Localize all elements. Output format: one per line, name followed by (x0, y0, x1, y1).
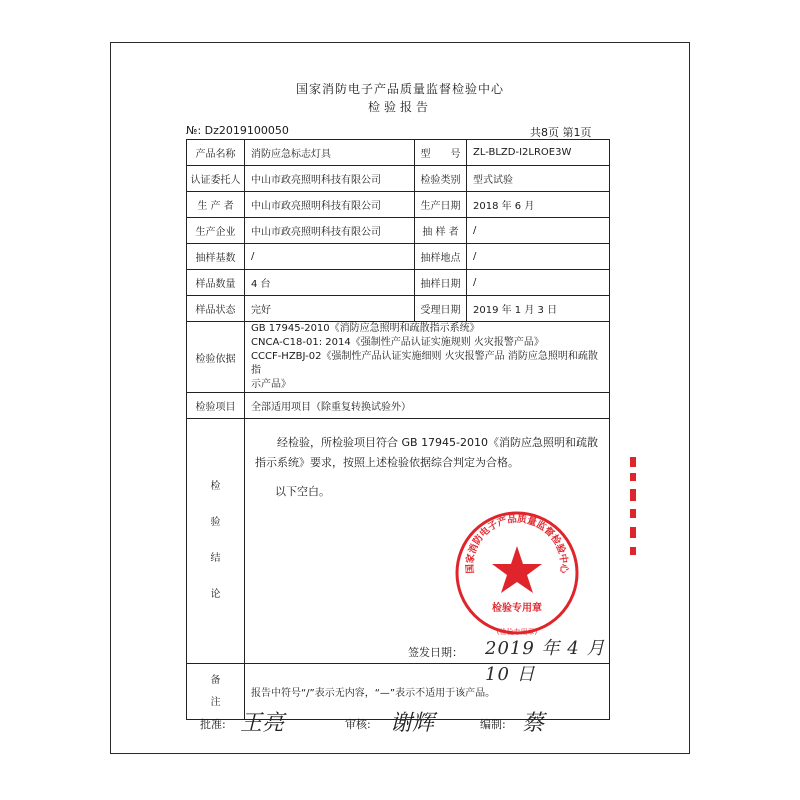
compiler-label: 编制: (480, 718, 506, 731)
basis-line: CCCF-HZBJ-02《强制性产品认证实施细则 火灾报警产品 消防应急照明和疏散指 (251, 351, 598, 376)
client-value: 中山市政亮照明科技有限公司 (245, 166, 415, 192)
product-name-value: 消防应急标志灯具 (245, 140, 415, 166)
sampling-base-value: / (245, 244, 415, 270)
table-row (187, 322, 610, 393)
sign-date-value: 2019 年 4 月 10 日 (485, 638, 606, 685)
sign-date-label: 签发日期： (408, 646, 463, 659)
remarks-label-char: 备 (210, 674, 221, 686)
sample-state-value: 完好 (245, 296, 415, 322)
factory-label: 生产企业 (187, 218, 245, 244)
star-icon (492, 546, 542, 593)
conclusion-label-char: 验 (210, 517, 221, 528)
factory-value: 中山市政亮照明科技有限公司 (245, 218, 415, 244)
manufacturer-label: 生 产 者 (187, 192, 245, 218)
report-number: №: Dz2019100050 (186, 124, 289, 137)
table-row (187, 140, 610, 166)
product-name-label: 产品名称 (187, 140, 245, 166)
page-info: 共8页 第1页 (530, 126, 592, 139)
table-row (187, 296, 610, 322)
basis-value (245, 322, 610, 393)
issuing-organization: 国家消防电子产品质量监督检验中心 (295, 82, 504, 96)
inspection-type-label: 检验类别 (415, 166, 467, 192)
items-label: 检验项目 (187, 393, 245, 419)
production-date-label: 生产日期 (415, 192, 467, 218)
sampling-location-label: 抽样地点 (415, 244, 467, 270)
items-value: 全部适用项目（除重复转换试验外） (245, 393, 610, 419)
basis-line: 示产品》 (251, 379, 291, 390)
sample-quantity-label: 样品数量 (187, 270, 245, 296)
basis-label: 检验依据 (187, 322, 245, 393)
approver-signature: 王亮 (240, 711, 285, 736)
remarks-value: 报告中符号“/”表示无内容，“—”表示不适用于该产品。 (245, 664, 610, 720)
seal-text: 国家消防电子产品质量监督检验中心 (464, 513, 570, 574)
sample-quantity-value: 4 台 (245, 270, 415, 296)
seal-edge-mark (626, 455, 640, 565)
report-title: 检验报告 (367, 100, 432, 114)
acceptance-date-label: 受理日期 (415, 296, 467, 322)
seal-inner-text: 检验专用章 (492, 603, 542, 614)
reviewer-label: 审核: (345, 718, 371, 731)
sampling-location-value: / (467, 244, 610, 270)
basis-line: CNCA-C18-01: 2014《强制性产品认证实施规则 火灾报警产品》 (251, 337, 544, 348)
compiler-signature: 蔡 (522, 711, 545, 736)
table-row (187, 192, 610, 218)
client-label: 认证委托人 (187, 166, 245, 192)
acceptance-date-value: 2019 年 1 月 3 日 (467, 296, 610, 322)
manufacturer-value: 中山市政亮照明科技有限公司 (245, 192, 415, 218)
table-row (187, 218, 610, 244)
model-label: 型 号 (415, 140, 467, 166)
sampler-label: 抽 样 者 (415, 218, 467, 244)
table-row (187, 393, 610, 419)
model-value: ZL-BLZD-Ⅰ2LROE3W (467, 140, 610, 166)
conclusion-text: 经检验，所检验项目符合 GB 17945-2010《消防应急照明和疏散指示系统》要求，按照上述检验依据综合判定为合格。 (255, 436, 599, 469)
blank-note: 以下空白。 (275, 485, 330, 498)
approver-label: 批准: (200, 718, 226, 731)
sample-state-label: 样品状态 (187, 296, 245, 322)
seal-sub-text: (检验专用章) (496, 628, 538, 636)
reviewer-signature: 谢辉 (390, 711, 435, 736)
table-row (187, 244, 610, 270)
sampling-base-label: 抽样基数 (187, 244, 245, 270)
conclusion-label-char: 结 (210, 553, 221, 564)
basis-line: GB 17945-2010《消防应急照明和疏散指示系统》 (251, 323, 480, 334)
remarks-label-char: 注 (210, 696, 221, 708)
inspection-type-value: 型式试验 (467, 166, 610, 192)
conclusion-label-char: 论 (210, 589, 221, 600)
table-row (187, 166, 610, 192)
inspection-seal (452, 508, 582, 638)
production-date-value: 2018 年 6 月 (467, 192, 610, 218)
sampling-date-value: / (467, 270, 610, 296)
sampler-value: / (467, 218, 610, 244)
sampling-date-label: 抽样日期 (415, 270, 467, 296)
remarks-label (187, 664, 245, 720)
conclusion-label-char: 检 (210, 481, 221, 492)
table-row (187, 270, 610, 296)
conclusion-label (187, 419, 245, 664)
